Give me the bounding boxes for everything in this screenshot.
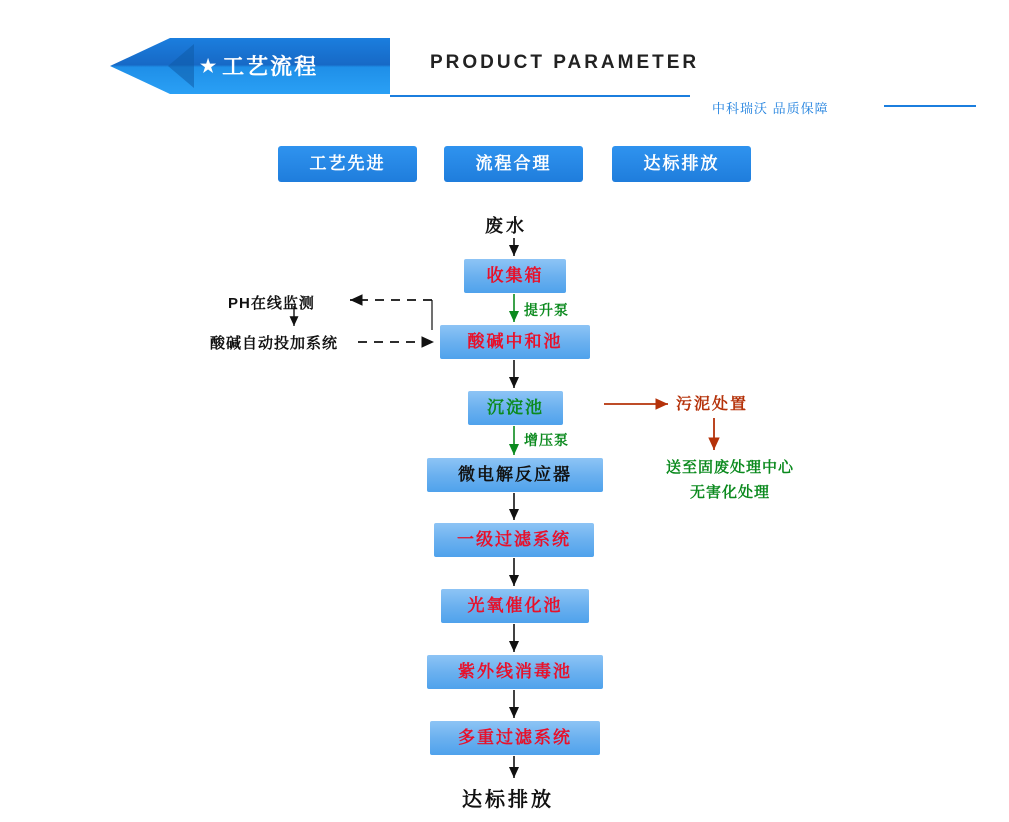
feature-pill-advanced-process: 工艺先进 [278, 146, 417, 182]
flow-outlet-label: 达标排放 [462, 789, 554, 811]
side-label-sludge-disposal: 污泥处置 [676, 396, 749, 413]
flow-node-micro-electrolysis-reactor: 微电解反应器 [427, 458, 603, 492]
flow-node-sedimentation-tank: 沉淀池 [468, 391, 563, 425]
banner-title-label: 工艺流程 [222, 54, 319, 79]
side-note-sludge-line2: 无害化处理 [689, 484, 770, 501]
flow-node-collection-tank: 收集箱 [464, 259, 566, 293]
header-english-title: PRODUCT PARAMETER [430, 52, 700, 73]
process-flow-banner [110, 38, 390, 94]
flow-node-multi-stage-filtration-system: 多重过滤系统 [430, 721, 600, 755]
header-divider-left [390, 95, 690, 97]
side-label-ph-monitor: PH在线监测 [228, 295, 315, 312]
page-header [0, 38, 1009, 116]
side-note-sludge-line1: 送至固废处理中心 [665, 459, 794, 476]
banner-title [200, 38, 390, 94]
pump-label-lift-pump: 提升泵 [524, 302, 569, 318]
feature-pill-rational-flow: 流程合理 [444, 146, 583, 182]
feature-pill-compliant-discharge: 达标排放 [612, 146, 751, 182]
side-label-acid-alkali-dosing: 酸碱自动投加系统 [210, 335, 339, 352]
flow-node-neutralization-tank: 酸碱中和池 [440, 325, 590, 359]
header-divider-right [884, 105, 976, 107]
flow-node-primary-filtration-system: 一级过滤系统 [434, 523, 594, 557]
star-icon: ★ [200, 56, 219, 76]
flow-node-uv-disinfection-tank: 紫外线消毒池 [427, 655, 603, 689]
flow-node-photo-oxidation-tank: 光氧催化池 [441, 589, 589, 623]
flow-inlet-label: 废水 [485, 216, 527, 236]
pump-label-booster-pump: 增压泵 [524, 432, 569, 448]
header-subtitle: 中科瑞沃 品质保障 [712, 101, 829, 116]
